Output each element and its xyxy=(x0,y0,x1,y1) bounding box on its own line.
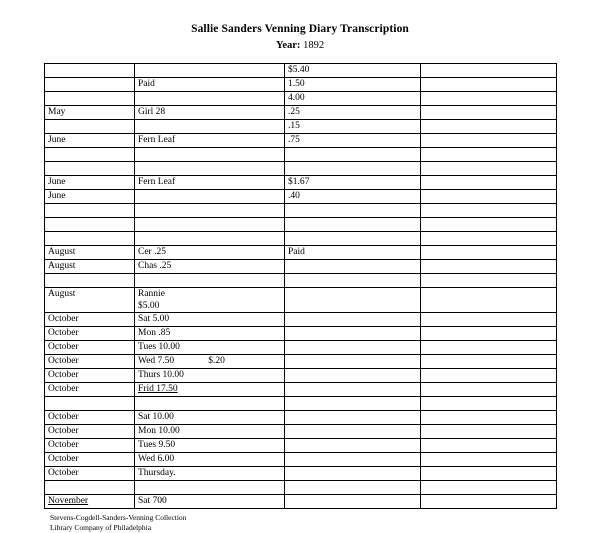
cell-entry xyxy=(135,466,285,480)
cell-text: October xyxy=(48,369,79,380)
table-row xyxy=(45,161,557,175)
cell-month xyxy=(45,273,135,287)
year-value: 1892 xyxy=(303,39,325,51)
cell-entry xyxy=(135,259,285,273)
table-row xyxy=(45,217,557,231)
document-year xyxy=(44,39,556,53)
cell-notes xyxy=(421,340,557,354)
cell-notes xyxy=(421,161,557,175)
table-row xyxy=(45,245,557,259)
table-row xyxy=(45,133,557,147)
cell-entry xyxy=(135,231,285,245)
table-row xyxy=(45,354,557,368)
cell-amount xyxy=(285,259,421,273)
cell-notes xyxy=(421,147,557,161)
cell-notes xyxy=(421,354,557,368)
cell-entry xyxy=(135,368,285,382)
cell-month xyxy=(45,382,135,396)
cell-text: October xyxy=(48,341,79,352)
cell-notes xyxy=(421,273,557,287)
cell-text: October xyxy=(48,313,79,324)
cell-month xyxy=(45,147,135,161)
cell-month xyxy=(45,438,135,452)
cell-text: .75 xyxy=(288,134,300,145)
table-row xyxy=(45,105,557,119)
cell-amount xyxy=(285,382,421,396)
cell-text: October xyxy=(48,383,79,394)
cell-entry xyxy=(135,217,285,231)
cell-text: August xyxy=(48,246,76,257)
cell-text: October xyxy=(48,327,79,338)
diary-table xyxy=(44,63,557,509)
cell-month xyxy=(45,259,135,273)
cell-notes xyxy=(421,424,557,438)
cell-notes xyxy=(421,203,557,217)
cell-notes xyxy=(421,480,557,494)
cell-amount xyxy=(285,175,421,189)
cell-month xyxy=(45,91,135,105)
cell-entry xyxy=(135,340,285,354)
table-row xyxy=(45,424,557,438)
cell-amount xyxy=(285,466,421,480)
cell-month xyxy=(45,480,135,494)
cell-amount xyxy=(285,312,421,326)
cell-amount xyxy=(285,245,421,259)
cell-entry xyxy=(135,326,285,340)
cell-notes xyxy=(421,312,557,326)
cell-notes xyxy=(421,105,557,119)
cell-text: October xyxy=(48,467,79,478)
cell-text: Fern Leaf xyxy=(138,176,176,187)
cell-entry xyxy=(135,161,285,175)
cell-text: 4.00 xyxy=(288,92,305,103)
cell-text: Frid 17.50 xyxy=(138,383,178,394)
cell-entry xyxy=(135,91,285,105)
cell-amount xyxy=(285,368,421,382)
cell-amount xyxy=(285,410,421,424)
table-row xyxy=(45,91,557,105)
cell-text: Tues 10.00 xyxy=(138,341,180,352)
cell-text-secondary: $.20 xyxy=(208,355,225,366)
cell-text: Sat 10.00 xyxy=(138,411,174,422)
cell-amount xyxy=(285,119,421,133)
cell-entry xyxy=(135,424,285,438)
cell-entry xyxy=(135,105,285,119)
cell-entry xyxy=(135,410,285,424)
cell-text: October xyxy=(48,355,79,366)
cell-notes xyxy=(421,189,557,203)
cell-notes xyxy=(421,396,557,410)
cell-notes xyxy=(421,133,557,147)
cell-notes xyxy=(421,259,557,273)
cell-notes xyxy=(421,217,557,231)
cell-amount xyxy=(285,203,421,217)
cell-month xyxy=(45,466,135,480)
cell-month xyxy=(45,175,135,189)
page-title: Sallie Sanders Venning Diary Transcription xyxy=(191,23,409,35)
cell-month xyxy=(45,105,135,119)
cell-month xyxy=(45,231,135,245)
cell-month xyxy=(45,63,135,77)
cell-text: Chas .25 xyxy=(138,260,172,271)
cell-text: Mon .85 xyxy=(138,327,171,338)
cell-text: October xyxy=(48,411,79,422)
cell-notes xyxy=(421,368,557,382)
cell-text: 1.50 xyxy=(288,78,305,89)
cell-entry xyxy=(135,452,285,466)
cell-text: November xyxy=(48,495,89,506)
cell-notes xyxy=(421,245,557,259)
cell-entry xyxy=(135,77,285,91)
cell-amount xyxy=(285,91,421,105)
credit-line-2: Library Company of Philadelphia xyxy=(50,522,152,532)
cell-text: June xyxy=(48,176,66,187)
cell-entry xyxy=(135,245,285,259)
cell-notes xyxy=(421,410,557,424)
cell-notes xyxy=(421,91,557,105)
cell-month xyxy=(45,494,135,508)
cell-text: Fern Leaf xyxy=(138,134,176,145)
cell-amount xyxy=(285,105,421,119)
cell-notes xyxy=(421,452,557,466)
cell-entry xyxy=(135,354,285,368)
cell-text: Wed 7.50 xyxy=(138,355,175,366)
table-row xyxy=(45,203,557,217)
cell-text: Paid xyxy=(288,246,305,257)
table-row xyxy=(45,259,557,273)
cell-amount xyxy=(285,438,421,452)
table-row xyxy=(45,119,557,133)
cell-amount xyxy=(285,480,421,494)
table-row xyxy=(45,368,557,382)
cell-text: .40 xyxy=(288,190,300,201)
cell-text: Rannie xyxy=(138,288,165,299)
cell-entry xyxy=(135,119,285,133)
table-row xyxy=(45,231,557,245)
cell-text: June xyxy=(48,134,66,145)
cell-amount xyxy=(285,133,421,147)
cell-text: August xyxy=(48,288,76,299)
cell-entry xyxy=(135,382,285,396)
cell-amount xyxy=(285,494,421,508)
cell-entry xyxy=(135,480,285,494)
cell-text: Mon 10.00 xyxy=(138,425,180,436)
cell-text: October xyxy=(48,425,79,436)
cell-text: Sat 700 xyxy=(138,495,167,506)
cell-amount xyxy=(285,354,421,368)
cell-month xyxy=(45,424,135,438)
cell-amount xyxy=(285,452,421,466)
cell-text: Paid xyxy=(138,78,155,89)
cell-text: August xyxy=(48,260,76,271)
table-row xyxy=(45,340,557,354)
table-row xyxy=(45,480,557,494)
cell-notes xyxy=(421,63,557,77)
cell-notes xyxy=(421,382,557,396)
cell-amount xyxy=(285,217,421,231)
cell-month xyxy=(45,119,135,133)
table-row xyxy=(45,494,557,508)
cell-entry xyxy=(135,312,285,326)
cell-notes xyxy=(421,326,557,340)
cell-amount xyxy=(285,287,421,312)
table-row xyxy=(45,382,557,396)
cell-text: Thursday. xyxy=(138,467,176,478)
table-row xyxy=(45,396,557,410)
cell-amount xyxy=(285,396,421,410)
cell-text: Wed 6.00 xyxy=(138,453,175,464)
cell-month xyxy=(45,396,135,410)
cell-text: $1.67 xyxy=(288,176,310,187)
table-row xyxy=(45,438,557,452)
cell-text: $5.40 xyxy=(288,64,310,75)
table-row xyxy=(45,466,557,480)
cell-text: .15 xyxy=(288,120,300,131)
cell-entry xyxy=(135,287,285,312)
cell-text: June xyxy=(48,190,66,201)
cell-text: October xyxy=(48,439,79,450)
cell-amount xyxy=(285,273,421,287)
cell-amount xyxy=(285,231,421,245)
cell-month xyxy=(45,410,135,424)
cell-text: Thurs 10.00 xyxy=(138,369,184,380)
cell-month xyxy=(45,340,135,354)
cell-text: May xyxy=(48,106,66,117)
cell-month xyxy=(45,77,135,91)
table-row xyxy=(45,147,557,161)
cell-entry xyxy=(135,438,285,452)
cell-month xyxy=(45,368,135,382)
cell-entry xyxy=(135,175,285,189)
cell-notes xyxy=(421,231,557,245)
cell-text: .25 xyxy=(288,106,300,117)
cell-month xyxy=(45,312,135,326)
cell-entry xyxy=(135,133,285,147)
table-row xyxy=(45,175,557,189)
cell-text: Girl 28 xyxy=(138,106,166,117)
cell-entry xyxy=(135,494,285,508)
cell-month xyxy=(45,287,135,312)
cell-notes xyxy=(421,175,557,189)
collection-credit xyxy=(50,513,556,533)
cell-notes xyxy=(421,466,557,480)
cell-text: Sat 5.00 xyxy=(138,313,170,324)
cell-entry xyxy=(135,203,285,217)
table-row xyxy=(45,287,557,312)
cell-entry xyxy=(135,63,285,77)
cell-text: October xyxy=(48,453,79,464)
cell-month xyxy=(45,203,135,217)
cell-month xyxy=(45,189,135,203)
table-row xyxy=(45,77,557,91)
cell-amount xyxy=(285,63,421,77)
cell-amount xyxy=(285,161,421,175)
cell-amount xyxy=(285,189,421,203)
cell-amount xyxy=(285,340,421,354)
cell-entry xyxy=(135,189,285,203)
cell-month xyxy=(45,354,135,368)
table-row xyxy=(45,63,557,77)
table-row xyxy=(45,452,557,466)
cell-amount xyxy=(285,326,421,340)
cell-text: Tues 9.50 xyxy=(138,439,176,450)
cell-notes xyxy=(421,287,557,312)
cell-month xyxy=(45,326,135,340)
cell-month xyxy=(45,133,135,147)
table-row xyxy=(45,189,557,203)
cell-month xyxy=(45,161,135,175)
table-row xyxy=(45,410,557,424)
cell-amount xyxy=(285,147,421,161)
table-row xyxy=(45,273,557,287)
cell-text-line2: $5.00 xyxy=(138,300,160,311)
cell-month xyxy=(45,452,135,466)
cell-amount xyxy=(285,424,421,438)
cell-entry xyxy=(135,147,285,161)
table-row xyxy=(45,326,557,340)
credit-line-1: Stevens-Cogdell-Sanders-Venning Collection xyxy=(50,512,187,522)
table-row xyxy=(45,312,557,326)
cell-month xyxy=(45,217,135,231)
cell-notes xyxy=(421,438,557,452)
cell-notes xyxy=(421,77,557,91)
cell-text: Cer .25 xyxy=(138,246,166,257)
title-block xyxy=(44,22,556,53)
cell-entry xyxy=(135,273,285,287)
year-label: Year: xyxy=(275,39,301,51)
cell-notes xyxy=(421,494,557,508)
cell-amount xyxy=(285,77,421,91)
cell-month xyxy=(45,245,135,259)
cell-entry xyxy=(135,396,285,410)
cell-notes xyxy=(421,119,557,133)
